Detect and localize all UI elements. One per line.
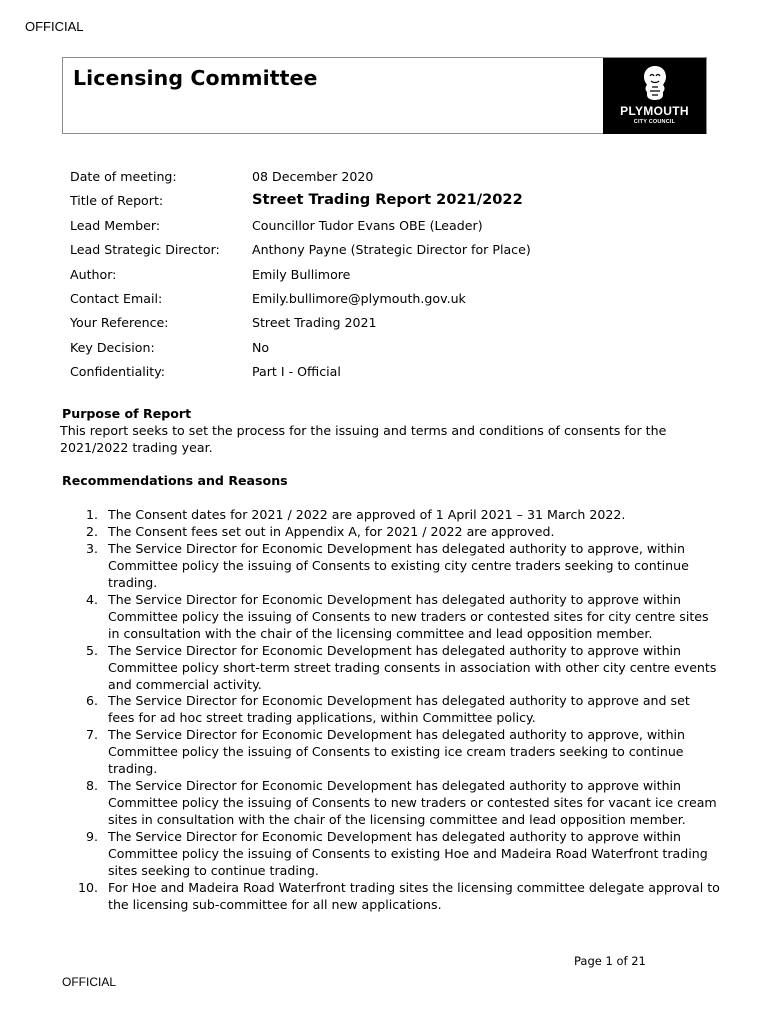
meta-label: Confidentiality:	[70, 364, 166, 380]
list-item	[60, 541, 720, 592]
item-number: 10.	[77, 879, 98, 895]
contact-email: Emily.bullimore@plymouth.gov.uk	[252, 290, 466, 306]
item-number: 6.	[85, 693, 98, 709]
council-logo	[603, 58, 706, 134]
meta-row-reference	[70, 312, 710, 336]
recommendations-list	[60, 507, 720, 914]
item-text: The Service Director for Economic Development has delegated authority to approve within Committee policy short-term street trading consents in association with other city centre events and commercial activity.	[108, 642, 717, 692]
item-text: The Service Director for Economic Development has delegated authority to approve, within Committee policy the issuing of Consents to existing ice cream traders seeking to continue trading.	[108, 727, 686, 777]
item-number: 9.	[85, 829, 98, 845]
item-number: 3.	[85, 540, 98, 556]
report-header	[62, 57, 707, 134]
item-text: The Service Director for Economic Development has delegated authority to approve within Committee policy the issuing of Consents to existing Hoe and Madeira Road Waterfront trading sites seeking to continue trading.	[108, 829, 708, 879]
meta-label: Author:	[70, 266, 117, 282]
item-number: 7.	[85, 727, 98, 743]
list-item	[60, 643, 720, 694]
meta-row-title	[70, 190, 710, 214]
item-text: The Service Director for Economic Development has delegated authority to approve within Committee policy the issuing of Consents to new traders or contested sites for vacant ice cream sites in consultation with the chair of the licensing committee and lead opposition member.	[108, 778, 717, 828]
item-number: 1.	[85, 507, 98, 522]
meta-label: Contact Email:	[70, 290, 163, 306]
committee-title: Licensing Committee	[73, 66, 318, 90]
list-item	[60, 592, 720, 643]
list-item	[60, 829, 720, 880]
item-text: The Consent dates for 2021 / 2022 are approved of 1 April 2021 – 31 March 2022.	[108, 507, 626, 522]
item-number: 4.	[85, 591, 98, 607]
meta-value: Anthony Payne (Strategic Director for Place)	[252, 242, 531, 258]
report-title: Street Trading Report 2021/2022	[252, 191, 523, 209]
item-text: The Service Director for Economic Development has delegated authority to approve within Committee policy the issuing of Consents to new traders or contested sites for city centre sites in consultation with the chair of the licensing committee and lead opposition member.	[108, 591, 709, 641]
meta-row-lead-member	[70, 215, 710, 239]
meta-label: Title of Report:	[70, 193, 164, 209]
item-text: The Service Director for Economic Development has delegated authority to approve, within Committee policy the issuing of Consents to existing city centre traders seeking to continue trading.	[108, 540, 689, 590]
list-item	[60, 693, 720, 727]
list-item	[60, 524, 720, 541]
item-number: 5.	[85, 642, 98, 658]
meta-label: Your Reference:	[70, 315, 169, 331]
meta-label: Lead Member:	[70, 217, 161, 233]
recommendations-heading: Recommendations and Reasons	[62, 473, 288, 488]
meta-row-lead-director	[70, 239, 710, 263]
meta-row-confidentiality	[70, 361, 710, 385]
meta-row-key-decision	[70, 337, 710, 361]
list-item	[60, 880, 720, 914]
item-text: The Consent fees set out in Appendix A, for 2021 / 2022 are approved.	[108, 523, 555, 539]
list-item	[60, 507, 720, 524]
logo-subtitle: CITY COUNCIL	[633, 119, 676, 125]
item-text: For Hoe and Madeira Road Waterfront trading sites the licensing committee delegate approval to the licensing sub-committee for all new applications.	[108, 879, 720, 912]
meta-value: Street Trading 2021	[252, 315, 377, 331]
meta-row-email	[70, 288, 710, 312]
page-number: Page 1 of 21	[574, 954, 646, 968]
meta-value: No	[252, 339, 270, 355]
meta-value: Emily Bullimore	[252, 266, 351, 282]
report-metadata-table	[70, 166, 710, 386]
meta-label: Key Decision:	[70, 339, 155, 355]
meta-row-date	[70, 166, 710, 190]
list-item	[60, 778, 720, 829]
meta-value: 08 December 2020	[252, 169, 374, 184]
item-text: The Service Director for Economic Development has delegated authority to approve and set fees for ad hoc street trading applications, within Committee policy.	[108, 693, 690, 726]
meta-label: Date of meeting:	[70, 169, 177, 184]
list-item	[60, 727, 720, 778]
purpose-heading: Purpose of Report	[62, 406, 192, 421]
security-marking-bottom: OFFICIAL	[62, 975, 117, 989]
item-number: 2.	[85, 523, 98, 539]
meta-row-author	[70, 264, 710, 288]
item-number: 8.	[85, 778, 98, 794]
meta-value: Councillor Tudor Evans OBE (Leader)	[252, 217, 483, 233]
meta-value: Part I - Official	[252, 364, 341, 380]
security-marking-top: OFFICIAL	[25, 19, 84, 34]
purpose-text: This report seeks to set the process for the issuing and terms and conditions of consents for the 2021/2022 trading year.	[60, 423, 667, 455]
logo-name: PLYMOUTH	[620, 104, 689, 118]
meta-label: Lead Strategic Director:	[70, 242, 220, 258]
lion-crest-icon	[640, 64, 670, 102]
